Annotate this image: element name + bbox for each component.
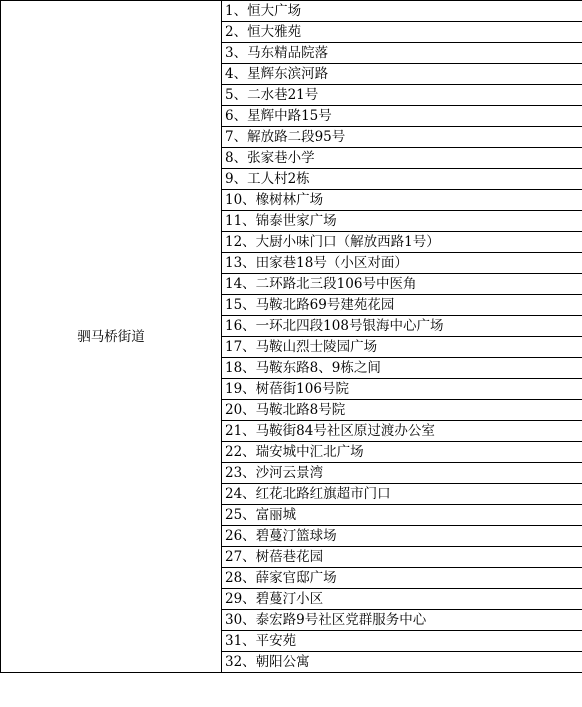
site-cell: 23、沙河云景湾 [222, 463, 582, 484]
site-cell: 7、解放路二段95号 [222, 127, 582, 148]
site-cell: 10、橡树林广场 [222, 190, 582, 211]
site-cell: 26、碧蔓汀篮球场 [222, 526, 582, 547]
site-cell: 15、马鞍北路69号建苑花园 [222, 295, 582, 316]
table-row [1, 1, 582, 22]
site-cell: 20、马鞍北路8号院 [222, 400, 582, 421]
site-cell: 2、恒大雅苑 [222, 22, 582, 43]
site-cell: 32、朝阳公寓 [222, 652, 582, 673]
site-cell: 24、红花北路红旗超市门口 [222, 484, 582, 505]
site-cell: 8、张家巷小学 [222, 148, 582, 169]
site-cell: 13、田家巷18号（小区对面） [222, 253, 582, 274]
site-cell: 14、二环路北三段106号中医角 [222, 274, 582, 295]
site-cell: 9、工人村2栋 [222, 169, 582, 190]
site-cell: 6、星辉中路15号 [222, 106, 582, 127]
site-cell: 1、恒大广场 [222, 1, 582, 22]
table-body [1, 1, 582, 673]
site-cell: 28、薛家官邸广场 [222, 568, 582, 589]
site-cell: 21、马鞍街84号社区原过渡办公室 [222, 421, 582, 442]
site-cell: 27、树蓓巷花园 [222, 547, 582, 568]
site-cell: 4、星辉东滨河路 [222, 64, 582, 85]
site-cell: 11、锦泰世家广场 [222, 211, 582, 232]
site-cell: 18、马鞍东路8、9栋之间 [222, 358, 582, 379]
site-cell: 25、富丽城 [222, 505, 582, 526]
site-cell: 17、马鞍山烈士陵园广场 [222, 337, 582, 358]
site-cell: 22、瑞安城中汇北广场 [222, 442, 582, 463]
site-cell: 29、碧蔓汀小区 [222, 589, 582, 610]
site-cell: 30、泰宏路9号社区党群服务中心 [222, 610, 582, 631]
site-cell: 5、二水巷21号 [222, 85, 582, 106]
site-cell: 16、一环北四段108号银海中心广场 [222, 316, 582, 337]
district-cell: 驷马桥街道 [1, 1, 222, 673]
site-cell: 12、大厨小味门口（解放西路1号） [222, 232, 582, 253]
site-cell: 3、马东精品院落 [222, 43, 582, 64]
site-cell: 19、树蓓街106号院 [222, 379, 582, 400]
site-cell: 31、平安苑 [222, 631, 582, 652]
